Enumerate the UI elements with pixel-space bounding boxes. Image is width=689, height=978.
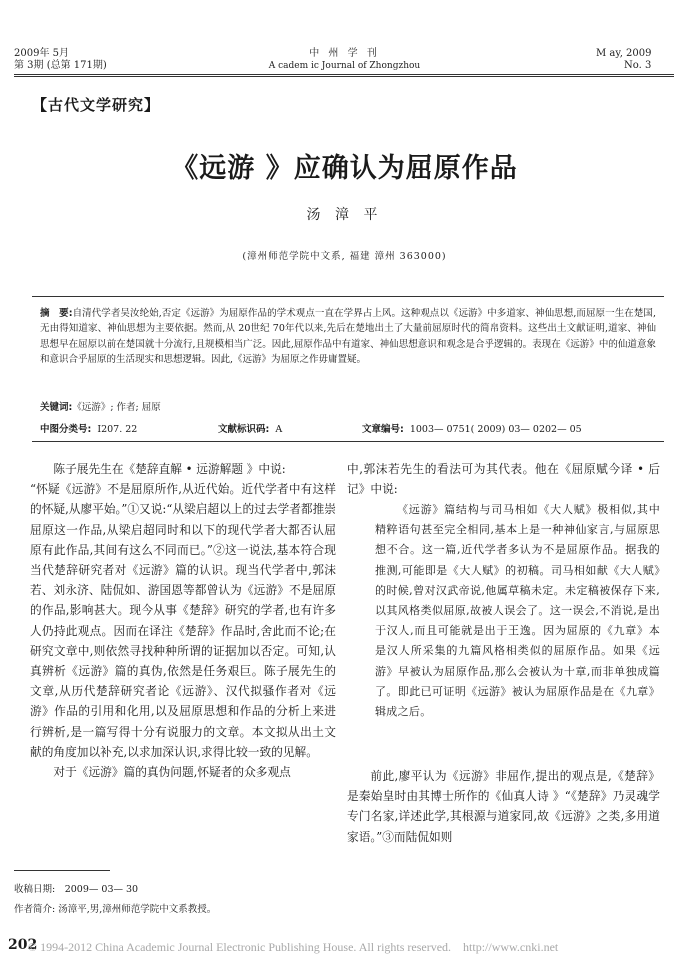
footnote-rule — [14, 870, 110, 871]
author-name: 汤 漳 平 — [306, 207, 383, 223]
header-number-en: No. 3 — [624, 60, 652, 71]
keywords-label: 关键词: — [40, 402, 73, 413]
header-issue-date: 2009年 5月 — [14, 48, 69, 59]
classification-label: 中图分类号: — [40, 424, 92, 435]
footnotes — [14, 880, 216, 920]
quote-paragraph: 《远游》篇结构与司马相如《大人赋》极相似,其中精粹语句甚至完全相同,基本上是一种神仙家言,与屈原思想不合。这一篇,近代学者多认为不是屈原作品。据我的推测,可能即是《大人赋》的初稿。司马相如献《大人赋》的时候,曾对汉武帝说,他属草稿未定。未定稿被保存下来,以其风格类似屈原,故被人误会了。这一误会,不消说,是出于汉人,而且可能就是出于王逸。因为屈原的《九章》本是汉人所采集的九篇风格相类似的屈原作品。如果《远游》早被认为屈原作品,那么会被认为十章,而非单独成篇了。即此已可证明《远游》被认为屈原作品是在《九章》辑成之后。 — [375, 503, 660, 719]
classification-code — [40, 423, 137, 437]
doc-code-value: A — [275, 424, 283, 435]
article-number — [362, 423, 582, 437]
header-journal-cn: 中 州 学 刊 — [309, 48, 380, 59]
author-bio: 作者简介: 汤漳平,男,漳州师范学院中文系教授。 — [14, 904, 217, 915]
header-month-en: M ay, 2009 — [596, 48, 652, 59]
abstract-label: 摘 要: — [40, 308, 73, 319]
header-journal-en: A cadem ic Journal of Zhongzhou — [268, 61, 421, 71]
body-paragraph: 陈子展先生在《楚辞直解 • 远游解题 》中说: — [53, 462, 286, 476]
header-issue-number: 第 3期 (总第 171期) — [14, 60, 107, 71]
article-no-value: 1003— 0751( 2009) 03— 0202— 05 — [409, 424, 582, 435]
body-right-continuation — [347, 766, 660, 847]
keywords-text: 《远游》; 作者; 屈原 — [72, 402, 161, 413]
body-paragraph: 中,郭沫若先生的看法可为其代表。他在《屈原赋今译 • 后记》中说: — [347, 462, 660, 497]
block-quote — [375, 500, 660, 722]
keywords — [40, 401, 161, 415]
section-label: 【古代文学研究】 — [32, 96, 161, 114]
header-rule-top — [14, 74, 674, 75]
article-no-label: 文章编号: — [362, 424, 404, 435]
body-right-column — [347, 459, 660, 499]
body-paragraph: 对于《远游》篇的真伪问题,怀疑者的众多观点 — [53, 765, 291, 780]
body-paragraph: 前此,廖平认为《远游》非屈作,提出的观点是,《楚辞》是秦始皇时由其博士所作的《仙真人诗 》“《楚辞》乃灵魂学专门名家,详述此学,其根源与道家同,故《远游》之类,多用道家语。”③而陆侃如则 — [347, 769, 660, 844]
abstract-rule-bottom — [32, 441, 664, 442]
author-affiliation: (漳州师范学院中文系, 福建 漳州 363000) — [242, 251, 447, 262]
doc-code-label: 文献标识码: — [218, 424, 270, 435]
article-title: 《远游 》应确认为屈原作品 — [171, 153, 518, 184]
classification-value: I207. 22 — [97, 424, 138, 435]
page-number: 202 — [8, 937, 38, 953]
body-paragraph: “怀疑《远游》不是屈原所作,从近代始。近代学者中有这样的怀疑,从廖平始。”①又说:“从梁启超以上的过去学者都推崇屈原这一作品,从梁启超同时和以下的现代学者大都否认屈原有此作品,其间有这么不同而已。”②这一说法,基本符合现当代楚辞研究者对《远游》篇的认识。现当代学者中,郭沫若、刘永济、陆侃如、游国恩等都曾认为《远游》不是屈原的作品,影响甚大。现今从事《楚辞》研究的学者,也有许多人仍持此观点。因而在译注《楚辞》作品时,舍此而不论;在研究文章中,则依然寻找种种所谓的证据加以否定。可知,认真辨析《远游》篇的真伪,依然是任务艰巨。陈子展先生的文章,从历代楚辞研究者论《远游》、汉代拟骚作者对《远游》作品的引用和化用,以及屈原思想和作品的分析上来进行辨析,是一篇写得十分有说服力的文章。本文拟从出土文献的角度加以补充,以求加深认识,求得比较一致的见解。 — [30, 482, 336, 759]
header-rule-bottom — [14, 76, 674, 77]
copyright-watermark: © 1994-2012 China Academic Journal Electronic Publishing House. All rights reserved. http://www.cnki.net — [28, 940, 559, 954]
body-left-column — [30, 459, 336, 782]
document-code — [218, 423, 282, 437]
abstract-rule-top — [32, 296, 664, 297]
abstract-text: 自清代学者吴汝纶始,否定《远游》为屈原作品的学术观点一直在学界占上风。这种观点以《远游》中多道家、神仙思想,而屈原一生在楚国,无由得知道家、神仙思想为主要依据。然而,从 20世纪 70年代以来,先后在楚地出土了大量前屈原时代的简帛资料。这些出土文献证明,道家、神仙思想早在屈原以前在楚国就十分流行,且规模相当广泛。因此,屈原作品中有道家、神仙思想意识和观念是合乎逻辑的。表现在《远游》中的仙道意象和意识合乎屈原的生活现实和思想逻辑。因此,《远游》为屈原之作毋庸置疑。 — [40, 308, 656, 365]
abstract — [40, 306, 656, 367]
received-date: 收稿日期: 2009— 03— 30 — [14, 884, 139, 895]
